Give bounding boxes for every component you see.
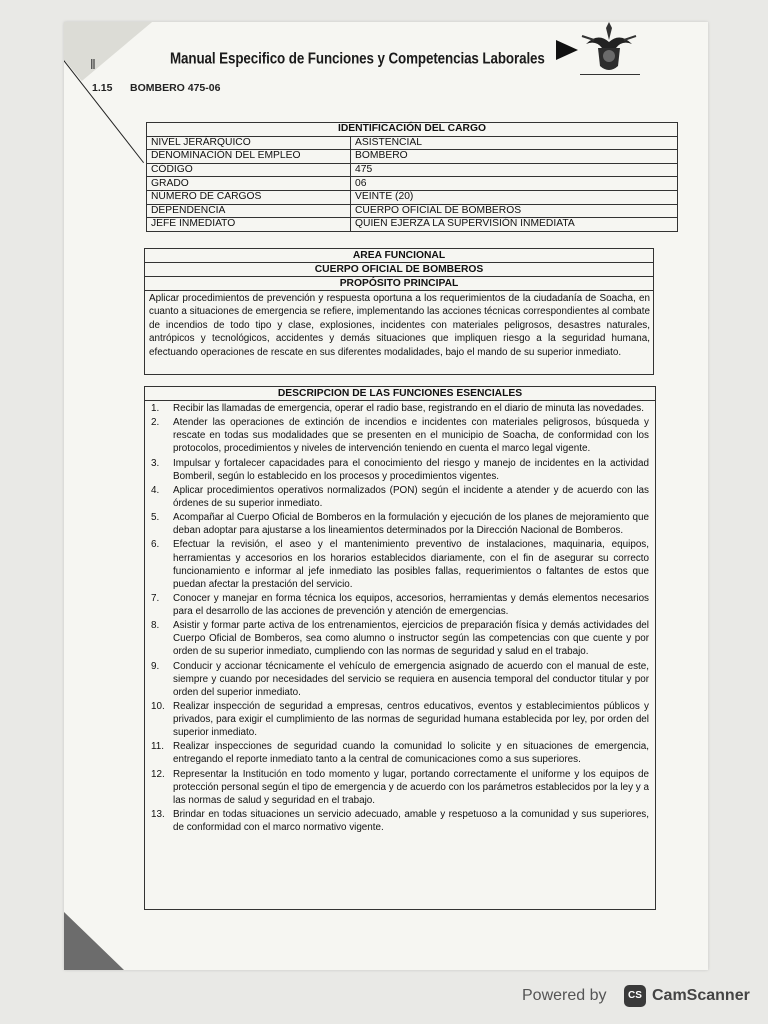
list-item: 11. Realizar inspecciones de seguridad cuando la comunidad lo solicite y en situaciones de emergencia, entregando el reporte inmediato tanto a la central de comunicaciones como a sus superiores. (151, 741, 649, 766)
list-item: 7. Conocer y manejar en forma técnica los equipos, accesorios, herramientas y demás elementos necesarios para el desarrollo de las acciones de prevención y atención de emergencias. (151, 592, 649, 617)
table-row: DENOMINACIÓN DEL EMPLEO BOMBERO (147, 150, 678, 164)
table-row: NIVEL JERÁRQUICO ASISTENCIAL (147, 136, 678, 150)
list-item: 13. Brindar en todas situaciones un servicio adecuado, amable y respetuoso a la comunidad y sus superiores, de conformidad con el marco normativo vigente. (151, 808, 649, 834)
powered-by-label: Powered by (522, 987, 607, 1004)
list-item: 4. Aplicar procedimientos operativos normalizados (PON) según el incidente a atender y de acuerdo con las órdenes de su superior inmediato. (151, 484, 649, 509)
purpose-text: Aplicar procedimientos de prevención y respuesta oportuna a los requerimientos de la ciudadanía de Soacha, en cuanto a situaciones de emergencia se refiere, implementando las acciones técnicas correspondientes al combate de incendios de todo tipo y clase, explosiones, incidentes con materiales peligrosos, desastres naturales, antrópicos y tecnológicos, accidentes y demás situaciones que impliquen riesgo a la seguridad humana, efectuando operaciones de rescate en sus diferentes modalidades, bajo el mando de su superior inmediato. (149, 293, 650, 358)
document-title: Manual Especifico de Funciones y Competencias Laborales (170, 49, 545, 68)
folded-corner (64, 22, 174, 81)
table-row: CÓDIGO 475 (147, 163, 678, 177)
list-item: 1. Recibir las llamadas de emergencia, operar el radio base, registrando en el diario de minuta las novedades. (151, 403, 644, 414)
list-item: 8. Asistir y formar parte activa de los entrenamientos, ejercicios de preparación física y demás actividades del Cuerpo Oficial de Bomberos, sea como alumno o instructor según las competencias con que cuente y por orden de su superior inmediato, cumpliendo con las normas de seguridad y salud en el trabajo. (151, 620, 649, 658)
functions-title: DESCRIPCION DE LAS FUNCIONES ESENCIALES (145, 387, 655, 401)
list-item: 9. Conducir y accionar técnicamente el vehículo de emergencia asignado de acuerdo con el manual de este, siempre y cuando por necesidades del servicio se requiera en ausencia temporal del conductor titular y por orden del superior inmediato. (151, 660, 649, 698)
functions-list (145, 401, 655, 837)
table-row: GRADO 06 (147, 177, 678, 191)
identification-title: IDENTIFICACIÓN DEL CARGO (147, 123, 678, 137)
area-title: AREA FUNCIONAL (145, 249, 653, 263)
purpose-title: PROPÓSITO PRINCIPAL (145, 276, 653, 291)
table-row: JEFE INMEDIATO QUIEN EJERZA LA SUPERVISIÓN INMEDIATA (147, 218, 678, 232)
fire-department-logo-icon (580, 22, 638, 78)
functions-box (144, 386, 656, 910)
list-item: 5. Acompañar al Cuerpo Oficial de Bomberos en la formulación y ejecución de los planes de mejoramiento que deban adoptar para ajustarse a los lineamientos determinados por la Dirección Nacional de Bomberos. (151, 512, 649, 537)
list-item: 12. Representar la Institución en todo momento y lugar, portando correctamente el uniforme y los equipos de protección personal según el tipo de emergencia y de acuerdo con los parámetros establecidos por la ley y a las normas de salud y seguridad en el trabajo. (151, 768, 649, 806)
logo-underline (580, 74, 640, 75)
section-number: 1.15 (92, 82, 113, 94)
camscanner-brand: CamScanner (652, 987, 750, 1004)
header-mark: ‖ (90, 56, 96, 72)
fold-line (64, 60, 144, 163)
area-functional-box (144, 248, 654, 375)
section-name: BOMBERO 475-06 (130, 82, 221, 94)
list-item: 6. Efectuar la revisión, el aseo y el mantenimiento preventivo de instalaciones, maquinaria, equipos, herramientas y accesorios en los horarios establecidos diariamente, con el fin de asegurar su correcto funcionamiento e informar al jefe inmediato las posibles fallas, requerimientos o faltantes de estos que puedan afectar la prestación del servicio. (151, 539, 649, 590)
identification-table (146, 122, 678, 232)
page-shadow-corner (64, 912, 124, 970)
list-item: 3. Impulsar y fortalecer capacidades para el conocimiento del riesgo y manejo de incidentes en la actividad Bomberil, según lo establecido en los procesos y procedimientos vigentes. (151, 457, 649, 482)
table-row: NÚMERO DE CARGOS VEINTE (20) (147, 190, 678, 204)
table-row: DEPENDENCIA CUERPO OFICIAL DE BOMBEROS (147, 204, 678, 218)
camscanner-icon: CS (624, 985, 646, 1007)
list-item: 2. Atender las operaciones de extinción de incendios e incidentes con materiales peligrosos, búsqueda y rescate en todas sus modalidades que se presenten en el municipio de Soacha, de conformidad con los protocolos, procedimientos y niveles de intervención teniendo en cuenta el marco legal vigente. (151, 417, 649, 455)
list-item: 10. Realizar inspección de seguridad a empresas, centros educativos, eventos y establecimientos públicos y privados, para exigir el cumplimiento de las normas de seguridad humana establecida por ley, por orden del superior inmediato. (151, 700, 649, 739)
area-name: CUERPO OFICIAL DE BOMBEROS (314, 264, 484, 275)
arrow-right-icon (556, 40, 578, 60)
